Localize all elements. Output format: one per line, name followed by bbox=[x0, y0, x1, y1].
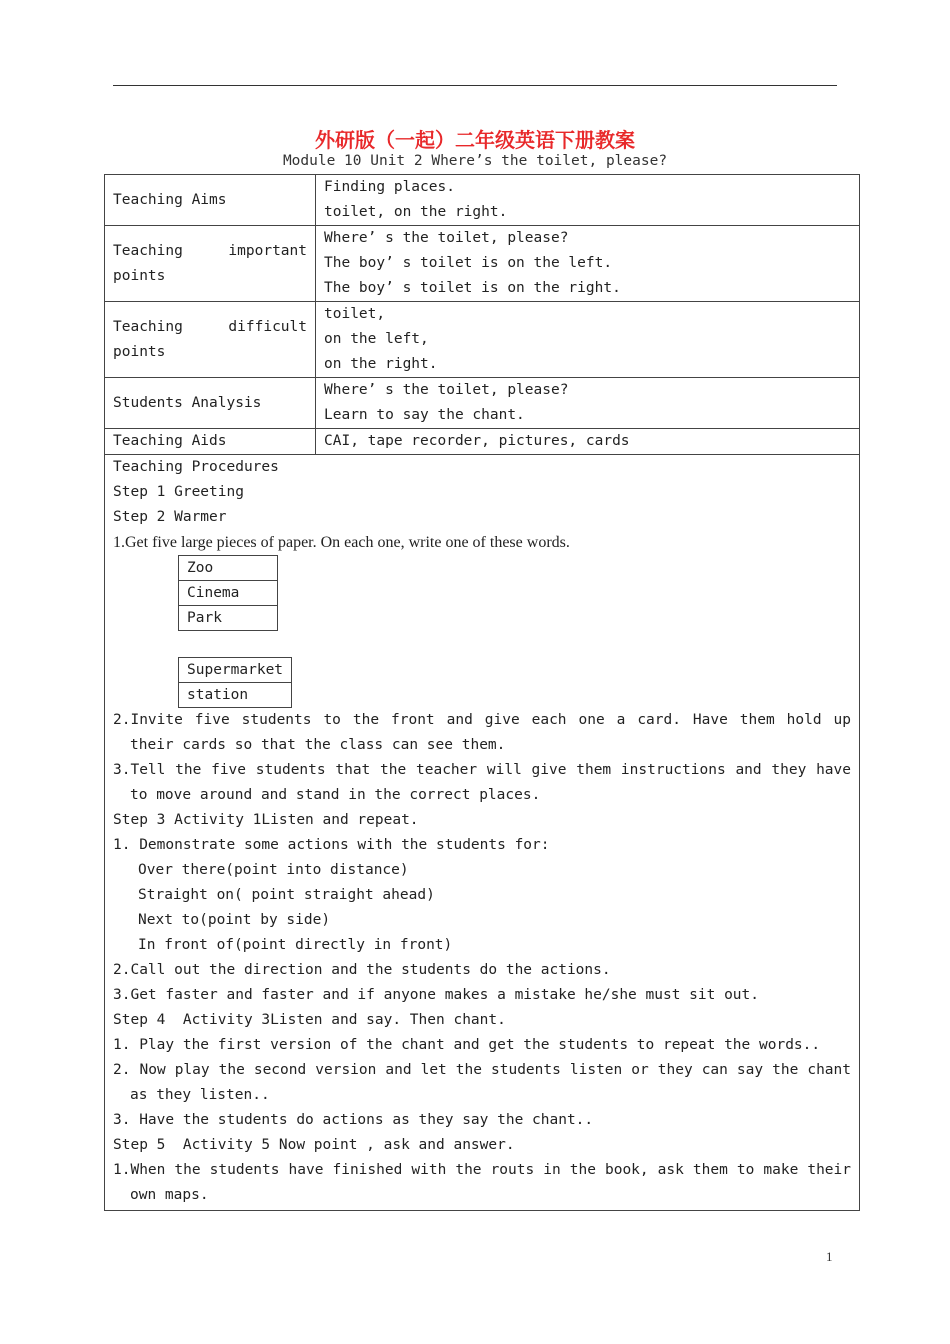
action-line: Over there(point into distance) bbox=[138, 862, 409, 878]
row-students-analysis bbox=[105, 378, 860, 429]
header-rule bbox=[113, 85, 837, 86]
step-1: Step 1 Greeting bbox=[113, 484, 244, 500]
value-difficult-points bbox=[316, 302, 860, 378]
word-card: station bbox=[179, 683, 292, 708]
label-difficult-points bbox=[105, 302, 316, 378]
word-cards-table-a bbox=[178, 555, 278, 631]
label-word: points bbox=[113, 343, 166, 360]
label-students-analysis: Students Analysis bbox=[105, 378, 316, 429]
page-number: 1 bbox=[826, 1249, 833, 1264]
line: The boy’ s toilet is on the left. bbox=[324, 255, 613, 271]
step4-item-3: 3. Have the students do actions as they say the chant.. bbox=[113, 1112, 594, 1128]
line: Finding places. bbox=[324, 179, 455, 195]
word-card: Zoo bbox=[179, 556, 278, 581]
step3-item-1: 1. Demonstrate some actions with the students for: bbox=[113, 837, 550, 853]
step-5: Step 5 Activity 5 Now point , ask and answer. bbox=[113, 1137, 515, 1153]
label-word: difficult bbox=[228, 318, 307, 335]
line: Where’ s the toilet, please? bbox=[324, 230, 569, 246]
action-line: In front of(point directly in front) bbox=[138, 937, 453, 953]
word-card: Supermarket bbox=[179, 658, 292, 683]
step-2: Step 2 Warmer bbox=[113, 509, 227, 525]
label-important-points bbox=[105, 226, 316, 302]
word-card: Park bbox=[179, 606, 278, 631]
word-card: Cinema bbox=[179, 581, 278, 606]
label-word: points bbox=[113, 267, 166, 284]
label-teaching-aids: Teaching Aids bbox=[105, 429, 316, 455]
label-word: Teaching bbox=[113, 242, 183, 259]
label-word: important bbox=[228, 242, 307, 259]
label-word: Teaching bbox=[113, 318, 183, 335]
action-line: Next to(point by side) bbox=[138, 912, 331, 928]
step4-item-2: 2. Now play the second version and let the students listen or they can say the chant as they listen.. bbox=[113, 1062, 851, 1103]
procedures-cell bbox=[105, 455, 860, 1211]
row-important-points bbox=[105, 226, 860, 302]
value-teaching-aims bbox=[316, 175, 860, 226]
step-3: Step 3 Activity 1Listen and repeat. bbox=[113, 812, 419, 828]
line: on the right. bbox=[324, 356, 438, 372]
row-teaching-aids bbox=[105, 429, 860, 455]
row-procedures bbox=[105, 455, 860, 1211]
page-subtitle: Module 10 Unit 2 Where’s the toilet, please? bbox=[282, 153, 668, 169]
row-teaching-aims bbox=[105, 175, 860, 226]
step2-item-1: 1.Get five large pieces of paper. On each one, write one of these words. bbox=[113, 534, 570, 551]
page-title: 外研版（一起）二年级英语下册教案 bbox=[315, 128, 635, 152]
line: The boy’ s toilet is on the right. bbox=[324, 280, 621, 296]
step3-item-3: 3.Get faster and faster and if anyone makes a mistake he/she must sit out. bbox=[113, 987, 760, 1003]
line: Where’ s the toilet, please? bbox=[324, 382, 569, 398]
action-line: Straight on( point straight ahead) bbox=[138, 887, 435, 903]
step2-item-3: 3.Tell the five students that the teacher will give them instructions and they have to move around and stand in the correct places. bbox=[113, 762, 851, 803]
line: toilet, on the right. bbox=[324, 204, 508, 220]
word-cards-table-b bbox=[178, 657, 292, 708]
value-important-points bbox=[316, 226, 860, 302]
line: on the left, bbox=[324, 331, 429, 347]
line: Learn to say the chant. bbox=[324, 407, 525, 423]
step4-item-1: 1. Play the first version of the chant and get the students to repeat the words.. bbox=[113, 1037, 821, 1053]
step-4: Step 4 Activity 3Listen and say. Then chant. bbox=[113, 1012, 506, 1028]
line: toilet, bbox=[324, 306, 386, 322]
step3-item-2: 2.Call out the direction and the students do the actions. bbox=[113, 962, 611, 978]
lesson-plan-table bbox=[104, 174, 860, 1211]
label-teaching-aims: Teaching Aims bbox=[105, 175, 316, 226]
value-students-analysis bbox=[316, 378, 860, 429]
value-teaching-aids: CAI, tape recorder, pictures, cards bbox=[316, 429, 860, 455]
procedures-heading: Teaching Procedures bbox=[113, 459, 279, 475]
step5-item-1: 1.When the students have finished with the routs in the book, ask them to make their own maps. bbox=[113, 1162, 851, 1203]
row-difficult-points bbox=[105, 302, 860, 378]
step2-item-2: 2.Invite five students to the front and give each one a card. Have them hold up their cards so that the class can see them. bbox=[113, 712, 851, 753]
